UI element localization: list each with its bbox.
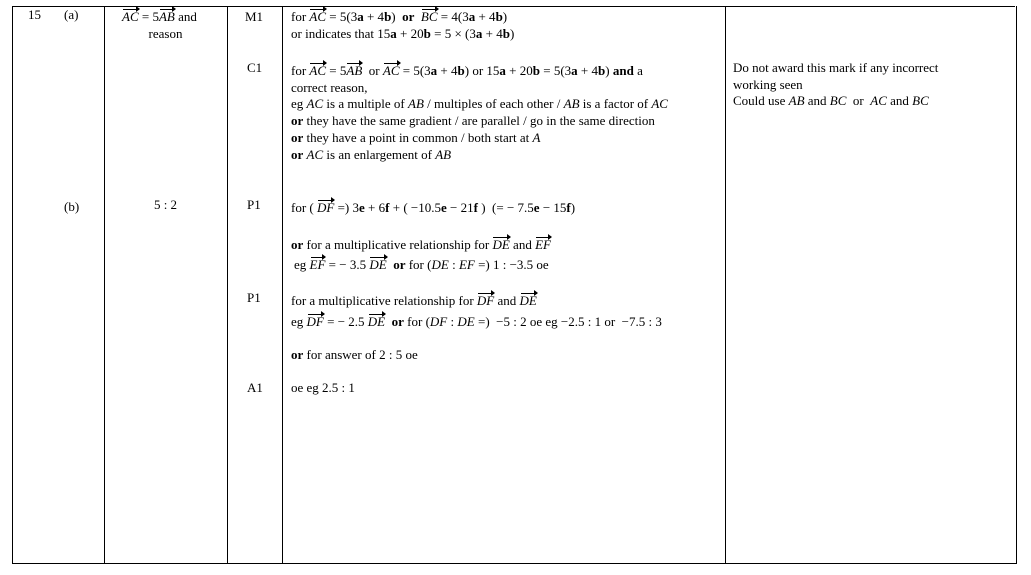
c1-guidance-line5: or they have a point in common / both start at A <box>291 130 541 145</box>
notes-line3: Could use AB and BC or AC and BC <box>733 93 929 108</box>
p1-guidance-line3: eg EF = − 3.5 DE or for (DE : EF =) 1 : −3.5 oe <box>294 257 549 272</box>
c1-guidance-line1: for AC = 5AB or AC = 5(3a + 4b) or 15a + 20b = 5(3a + 4b) and a <box>291 63 643 78</box>
part-b-label: (b) <box>64 199 80 214</box>
notes-line2: working seen <box>733 77 803 92</box>
column-divider-answer <box>227 6 228 563</box>
a1-guidance-line1: oe eg 2.5 : 1 <box>291 380 355 395</box>
p1-guidance-line2: or for a multiplicative relationship for DE and EF <box>291 237 551 252</box>
mark-code-a1: M1 <box>245 9 264 24</box>
mark-scheme-table <box>12 6 1017 564</box>
mark-code-a2: C1 <box>247 60 263 75</box>
question-number: 15 <box>28 7 41 22</box>
m1-guidance-line1: for AC = 5(3a + 4b) or BC = 4(3a + 4b) <box>291 9 508 24</box>
part-b-answer: 5 : 2 <box>153 197 178 212</box>
column-divider-notes <box>725 6 726 563</box>
m1-guidance-line2: or indicates that 15a + 20b = 5 × (3a + 4b) <box>291 26 515 41</box>
c1-guidance-line4: or they have the same gradient / are parallel / go in the same direction <box>291 113 655 128</box>
p1b-guidance-line3: or for answer of 2 : 5 oe <box>291 347 418 362</box>
part-a-answer-line2: reason <box>148 26 183 41</box>
c1-guidance-line2: correct reason, <box>291 80 368 95</box>
c1-guidance-line6: or AC is an enlargement of AB <box>291 147 452 162</box>
mark-code-b2: P1 <box>247 290 261 305</box>
p1b-guidance-line2: eg DF = − 2.5 DE or for (DF : DE =) −5 : 2 oe eg −2.5 : 1 or −7.5 : 3 <box>291 314 662 329</box>
notes-line1: Do not award this mark if any incorrect <box>733 60 939 75</box>
p1-guidance-line1: for ( DF =) 3e + 6f + ( −10.5e − 21f ) (= − 7.5e − 15f) <box>291 200 576 215</box>
part-a-label: (a) <box>64 7 79 22</box>
p1b-guidance-line1: for a multiplicative relationship for DF and DE <box>291 293 537 308</box>
mark-code-b1: P1 <box>247 197 261 212</box>
column-divider-mark <box>282 6 283 563</box>
mark-code-b3: A1 <box>247 380 263 395</box>
column-divider-question <box>104 6 105 563</box>
part-a-answer-line1: AC = 5AB and <box>122 9 197 24</box>
c1-guidance-line3: eg AC is a multiple of AB / multiples of each other / AB is a factor of AC <box>291 96 668 111</box>
